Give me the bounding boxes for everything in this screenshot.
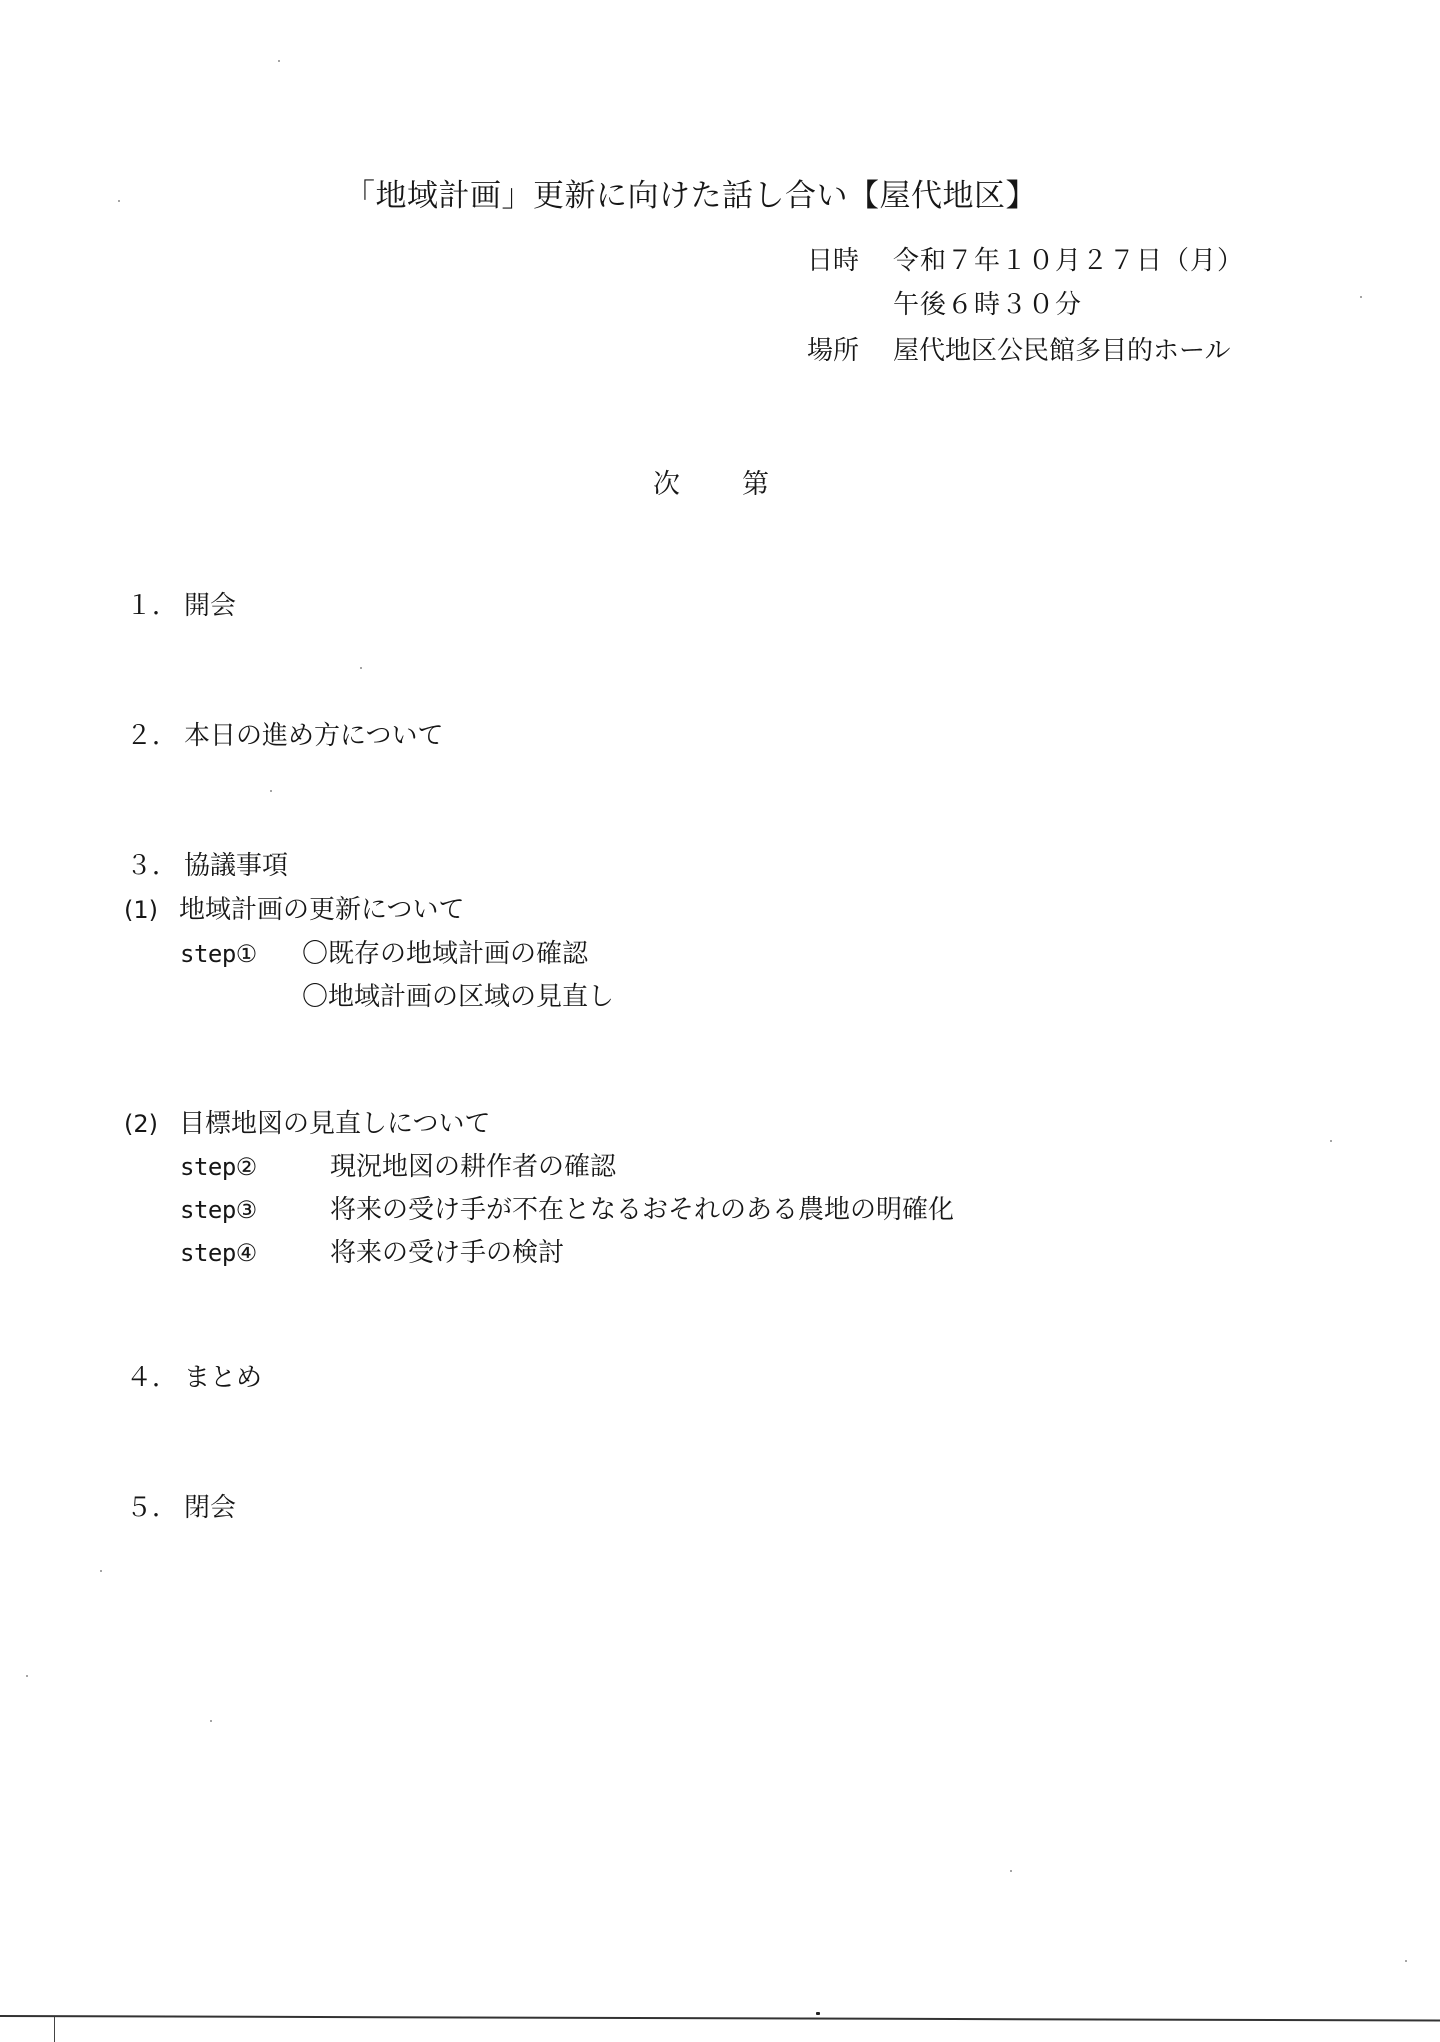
step-label: step④ [180,1239,257,1267]
scan-speck [816,2012,820,2015]
agenda-item-4 [126,1357,262,1394]
agenda-item-2 [126,715,443,752]
scan-speck [100,1570,102,1572]
agenda-item-3 [126,845,288,882]
subitem-number: (2) [124,1110,158,1138]
scan-edge-tick [54,2017,55,2042]
scan-speck [270,790,272,792]
scan-speck [278,60,280,62]
step-label: step① [180,940,257,968]
item-number: １． [126,591,179,621]
subitem-1 [124,889,464,926]
datetime-label: 日時 [807,246,860,276]
item-label: 開会 [184,591,237,621]
item-label: 協議事項 [184,851,289,881]
step-3 [180,1189,954,1226]
item-label: 本日の進め方について [184,721,444,751]
scan-speck [118,200,120,202]
item-label: 閉会 [184,1493,237,1523]
step-text: 現況地図の耕作者の確認 [330,1152,617,1182]
subitem-label: 目標地図の見直しについて [179,1109,491,1139]
scan-speck [1330,1140,1332,1142]
agenda-item-5 [126,1487,236,1524]
item-number: ３． [126,851,179,881]
scan-speck [26,1675,28,1677]
scan-speck [1405,1960,1407,1962]
item-number: ５． [126,1493,179,1523]
subitem-label: 地域計画の更新について [179,895,465,925]
agenda-heading-char1: 次 [653,469,680,500]
item-number: ４． [126,1363,179,1393]
step-1 [180,933,588,970]
step-4 [180,1232,564,1269]
meeting-date: 令和７年１０月２７日（月） [893,246,1245,276]
document-title: 「地域計画」更新に向けた話し合い【屋代地区】 [344,178,1037,214]
agenda-heading [653,462,769,501]
scan-speck [1010,1870,1012,1872]
scan-edge-line [0,2015,1440,2022]
scan-speck [210,1720,212,1722]
place-label: 場所 [807,336,860,366]
step-text: 将来の受け手の検討 [330,1238,565,1268]
item-number: ２． [126,721,179,751]
meeting-place: 屋代地区公民館多目的ホール [893,336,1231,366]
step-label: step③ [180,1196,257,1224]
step-1-line-2: 〇地域計画の区域の見直し [302,982,615,1012]
meeting-time: 午後６時３０分 [893,290,1083,320]
scan-speck [1360,296,1362,298]
step-text: 将来の受け手が不在となるおそれのある農地の明確化 [330,1195,955,1225]
step-text: 〇既存の地域計画の確認 [302,939,589,969]
step-2 [180,1146,616,1183]
subitem-number: (1) [124,896,158,924]
subitem-2 [124,1103,490,1140]
step-label: step② [180,1153,257,1181]
agenda-heading-char2: 第 [742,469,769,500]
item-label: まとめ [184,1363,263,1393]
agenda-item-1 [126,585,236,622]
scan-speck [360,667,362,669]
